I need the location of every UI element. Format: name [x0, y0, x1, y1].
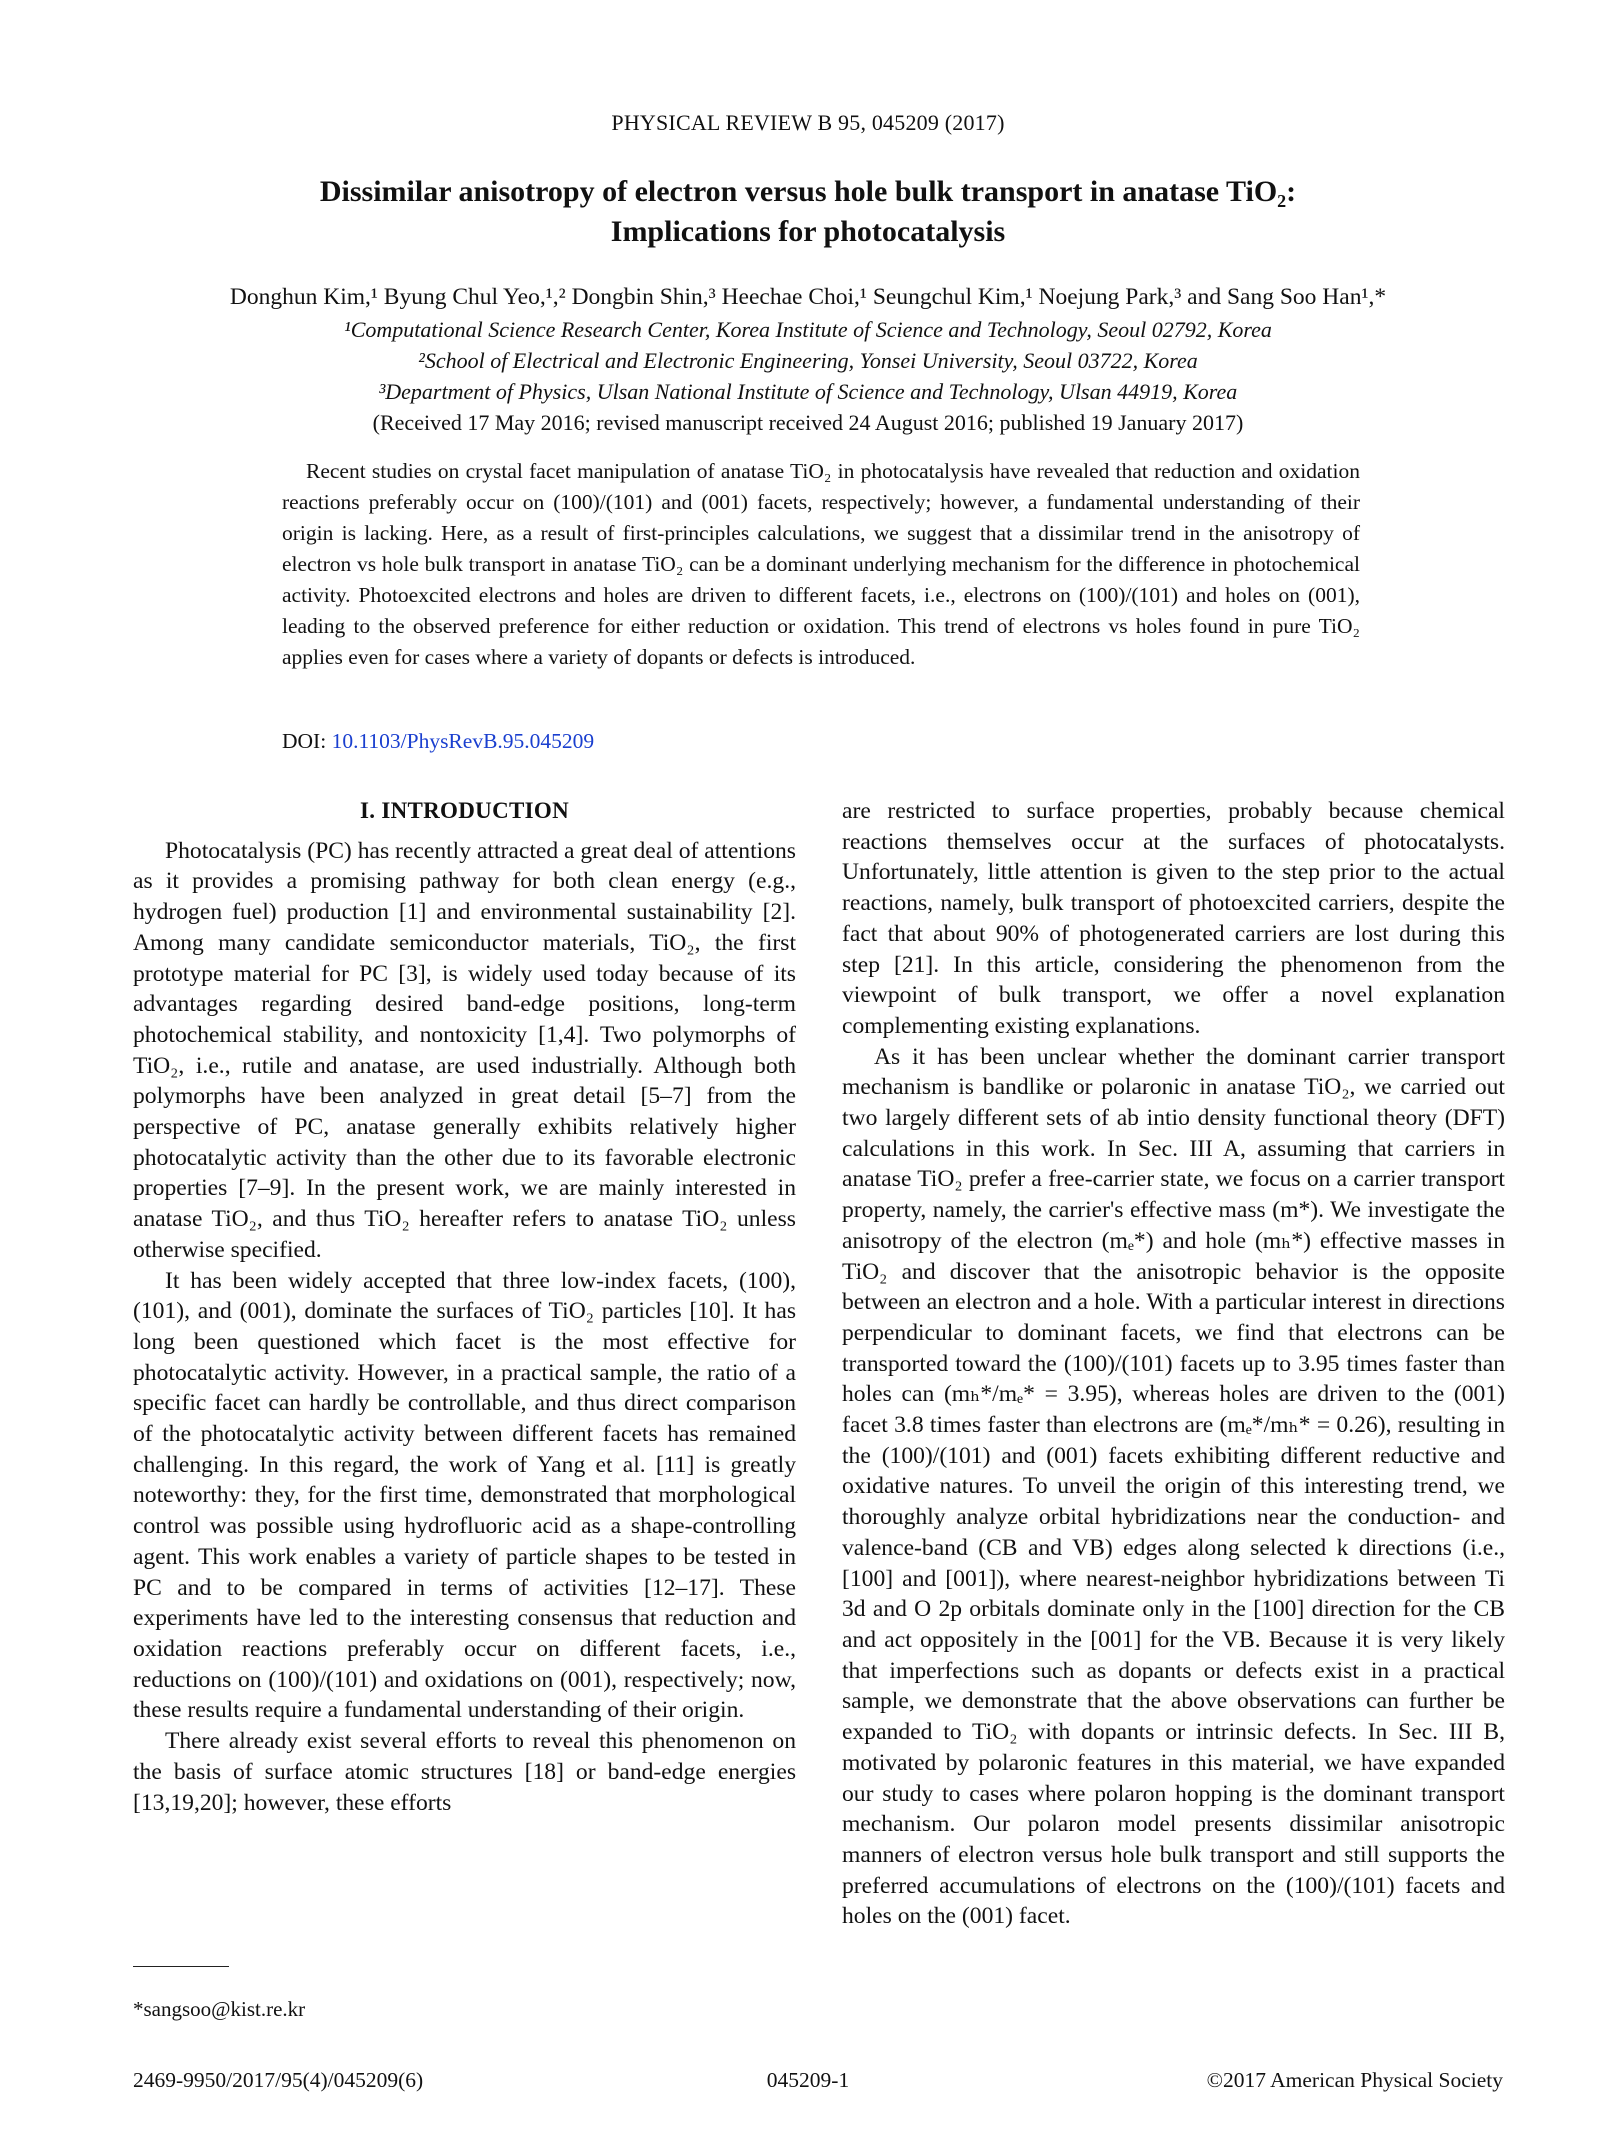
journal-citation: PHYSICAL REVIEW B 95, 045209 (2017): [611, 110, 1005, 135]
abstract-text: Recent studies on crystal facet manipulation of anatase TiO₂ in photocatalysis have revealed that reduction and oxidation reactions preferably occur on (100)/(101) and (001) facets, respectively; however, a fundamental understanding of their origin is lacking. Here, as a result of first-principles calculations, we suggest that a dissimilar trend in the anisotropy of electron vs hole bulk transport in anatase TiO₂ can be a dominant underlying mechanism for the difference in photochemical activity. Photoexcited electrons and holes are driven to different facets, i.e., electrons on (100)/(101) and holes on (001), leading to the observed preference for either reduction or oxidation. This trend of electrons vs holes found in pure TiO₂ applies even for cases where a variety of dopants or defects is introduced.: [282, 459, 1360, 669]
journal-header: [0, 110, 1616, 136]
doi-line: [282, 729, 594, 754]
paragraph-3-cont: are restricted to surface properties, probably because chemical reactions themselves occur at the surfaces of photocatalysts. Unfortunately, little attention is given to the step prior to the actual reactions, namely, bulk transport of photoexcited carriers, despite the fact that about 90% of photogenerated carriers are lost during this step [21]. In this article, considering the phenomenon from the viewpoint of bulk transport, we offer a novel explanation complementing existing explanations.: [842, 798, 1505, 1039]
affiliation-2: ²School of Electrical and Electronic Engineering, Yonsei University, Seoul 03722, Korea: [418, 348, 1198, 373]
abstract: [282, 456, 1360, 673]
footer-copyright: ©2017 American Physical Society: [1206, 2068, 1503, 2092]
title-line-2: Implications for photocatalysis: [610, 215, 1006, 248]
paper-title: [200, 172, 1416, 252]
footnote-rule: [133, 1966, 229, 1967]
footer-issn: 2469-9950/2017/95(4)/045209(6): [133, 2068, 424, 2092]
paragraph-2: It has been widely accepted that three low-index facets, (100), (101), and (001), dominate the surfaces of TiO₂ particles [10]. It has long been questioned which facet is the most effective for photocatalytic activity. However, in a practical sample, the ratio of a specific facet can hardly be controllable, and thus direct comparison of the photocatalytic activity between different facets has remained challenging. In this regard, the work of Yang et al. [11] is greatly noteworthy: they, for the first time, demonstrated that morphological control was possible using hydrofluoric acid as a shape-controlling agent. This work enables a variety of particle shapes to be tested in PC and to be compared in terms of activities [12–17]. These experiments have led to the interesting consensus that reduction and oxidation reactions preferably occur on different facets, i.e., reductions on (100)/(101) and oxidations on (001), respectively; now, these results require a fundamental understanding of their origin.: [133, 1267, 796, 1724]
received-dates: (Received 17 May 2016; revised manuscript received 24 August 2016; published 19 January 2017): [372, 410, 1244, 435]
doi-label: DOI:: [282, 729, 327, 753]
affiliation-1: ¹Computational Science Research Center, Korea Institute of Science and Technology, Seoul 02792, Korea: [344, 317, 1272, 342]
paragraph-1: Photocatalysis (PC) has recently attracted a great deal of attentions as it provides a promising pathway for both clean energy (e.g., hydrogen fuel) production [1] and environmental sustainability [2]. Among many candidate semiconductor materials, TiO₂, the first prototype material for PC [3], is widely used today because of its advantages regarding desired band-edge positions, long-term photochemical stability, and nontoxicity [1,4]. Two polymorphs of TiO₂, i.e., rutile and anatase, are used industrially. Although both polymorphs have been analyzed in great detail [5–7] from the perspective of PC, anatase generally exhibits relatively higher photocatalytic activity than the other due to its favorable electronic properties [7–9]. In the present work, we are mainly interested in anatase TiO₂, and thus TiO₂ hereafter refers to anatase TiO₂ unless otherwise specified.: [133, 837, 796, 1263]
right-column: [842, 796, 1505, 1932]
section-heading: I. INTRODUCTION: [360, 798, 569, 823]
paragraph-4: As it has been unclear whether the dominant carrier transport mechanism is bandlike or polaronic in anatase TiO₂, we carried out two largely different sets of ab intio density functional theory (DFT) calculations in this work. In Sec. III A, assuming that carriers in anatase TiO₂ prefer a free-carrier state, we focus on a carrier transport property, namely, the carrier's effective mass (m*). We investigate the anisotropy of the electron (mₑ*) and hole (mₕ*) effective masses in TiO₂ and discover that the anisotropic behavior is the opposite between an electron and a hole. With a particular interest in directions perpendicular to dominant facets, we find that electrons can be transported toward the (100)/(101) facets up to 3.95 times faster than holes can (mₕ*/mₑ* = 3.95), whereas holes are driven to the (001) facet 3.8 times faster than electrons are (mₑ*/mₕ* = 0.26), resulting in the (100)/(101) and (001) facets exhibiting different reductive and oxidative natures. To unveil the origin of this interesting trend, we thoroughly analyze orbital hybridizations near the conduction- and valence-band (CB and VB) edges along selected k directions (i.e., [100] and [001]), where nearest-neighbor hybridizations between Ti 3d and O 2p orbitals dominate only in the [100] direction for the CB and act oppositely in the [001] for the VB. Because it is very likely that imperfections such as dopants or defects exist in a practical sample, we demonstrate that the above observations can further be expanded to TiO₂ with dopants or intrinsic defects. In Sec. III B, motivated by polaronic features in this material, we have expanded our study to cases where polaron hopping is the dominant transport mechanism. Our polaron model presents dissimilar anisotropic manners of electron versus hole bulk transport and still supports the preferred accumulations of electrons on the (100)/(101) facets and holes on the (001) facet.: [842, 1043, 1505, 1930]
left-column: [133, 796, 796, 1818]
paragraph-3: There already exist several efforts to reveal this phenomenon on the basis of surface atomic structures [18] or band-edge energies [13,19,20]; however, these efforts: [133, 1728, 796, 1816]
affiliation-3: ³Department of Physics, Ulsan National Institute of Science and Technology, Ulsan 44919, Korea: [378, 379, 1238, 404]
affiliations: [100, 314, 1516, 438]
doi-link[interactable]: 10.1103/PhysRevB.95.045209: [331, 729, 595, 753]
footer-page-number: 045209-1: [766, 2068, 850, 2092]
title-line-1: Dissimilar anisotropy of electron versus hole bulk transport in anatase TiO₂:: [319, 175, 1297, 208]
corresponding-email: *sangsoo@kist.re.kr: [133, 1997, 306, 2021]
author-list: Donghun Kim,¹ Byung Chul Yeo,¹,² Dongbin Shin,³ Heechae Choi,¹ Seungchul Kim,¹ Noejung Park,³ and Sang Soo Han¹,*: [229, 284, 1387, 310]
